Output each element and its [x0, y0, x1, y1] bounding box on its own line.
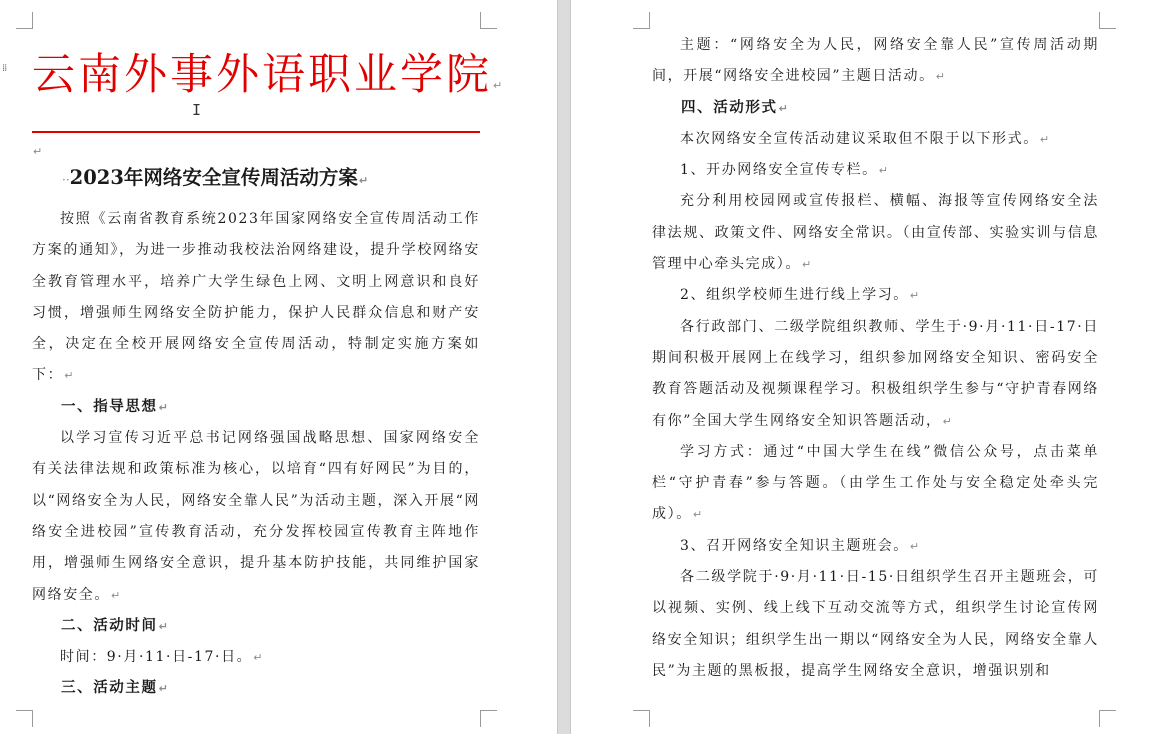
document-page-left[interactable]: [0, 0, 557, 734]
body-paragraph: [652, 280, 1099, 311]
left-page-body[interactable]: [32, 204, 480, 705]
paragraph-text: 三、活动主题: [61, 680, 158, 697]
paragraph-mark-icon: ↵: [878, 164, 890, 178]
section-heading: [32, 392, 480, 423]
crop-mark-bottom-right: [480, 710, 497, 727]
paragraph-text: 主题：“网络安全为人民，网络安全靠人民”宣传周活动期间，开展“网络安全进校园”主题日活动。: [652, 37, 1099, 85]
paragraph-text: 二、活动时间: [61, 617, 158, 634]
paragraph-mark-icon: ↵: [692, 508, 704, 522]
body-paragraph: [652, 186, 1099, 280]
red-header-rule: [32, 131, 480, 133]
paragraph-text: 各行政部门、二级学院组织教师、学生于·9·月·11·日-17·日期间积极开展网上在线学习，组织参加网络安全知识、密码安全教育答题活动及视频课程学习。积极组织学生参与“守护青春网络有你”全国大学生网络安全知识答题活动，: [652, 318, 1099, 429]
paragraph-mark-icon: ↵: [64, 369, 76, 383]
document-title: [62, 163, 368, 196]
paragraph-mark-icon: ↵: [909, 289, 921, 303]
body-paragraph: [652, 124, 1099, 155]
paragraph-text: 四、活动形式: [681, 99, 778, 116]
paragraph-text: 时间：9·月·11·日-17·日。: [60, 649, 253, 666]
empty-paragraph: [32, 140, 42, 159]
leading-space-marks: ··: [62, 173, 70, 187]
body-paragraph: [652, 30, 1099, 93]
paragraph-text: 充分利用校园网或宣传报栏、横幅、海报等宣传网络安全法律法规、政策文件、网络安全常识。（由宣传部、实验实训与信息管理中心牵头完成）。: [652, 193, 1099, 273]
crop-mark-top-left: [633, 12, 650, 29]
crop-mark-bottom-left: [633, 710, 650, 727]
paragraph-text: 学习方式：通过“中国大学生在线”微信公众号，点击菜单栏“守护青春”参与答题。（由学生工作处与安全稳定处牵头完成）。: [652, 443, 1099, 523]
body-paragraph: [652, 531, 1099, 562]
paragraph-mark-icon: ↵: [33, 145, 43, 158]
paragraph-mark-icon: ↵: [802, 258, 813, 272]
crop-mark-top-right: [480, 12, 497, 29]
page-gap: [557, 0, 571, 734]
paragraph-text: 3、召开网络安全知识主题班会。: [680, 537, 909, 554]
paragraph-mark-icon: ↵: [158, 682, 170, 696]
paragraph-mark-icon: ↵: [942, 414, 954, 428]
paragraph-text: 一、指导思想: [61, 398, 158, 415]
section-heading: [652, 93, 1099, 124]
paragraph-mark-icon: ↵: [778, 101, 790, 115]
crop-mark-top-left: [16, 12, 33, 29]
paragraph-text: 各二级学院于·9·月·11·日-15·日组织学生召开主题班会，可以视频、实例、线上线下互动交流等方式，组织学生讨论宣传网络安全知识；组织学生出一期以“网络安全为人民，网络安全靠人民”为主题的黑板报，提高学生网络安全意识，增强识别和: [652, 569, 1099, 679]
school-name-text: 云南外事外语职业学院: [32, 50, 492, 100]
section-heading: [32, 611, 480, 642]
paragraph-mark-icon: ↵: [158, 400, 170, 414]
paragraph-mark-icon: ↵: [493, 79, 506, 92]
section-heading: [32, 673, 480, 704]
paragraph-mark-icon: ↵: [358, 174, 369, 187]
paragraph-text: 本次网络安全宣传活动建议采取但不限于以下形式。: [680, 130, 1039, 147]
body-paragraph: [652, 312, 1099, 437]
paragraph-mark-icon: ↵: [909, 539, 921, 553]
body-paragraph: [32, 642, 480, 673]
right-page-body[interactable]: [652, 30, 1099, 687]
body-paragraph: [652, 562, 1099, 687]
body-paragraph: [32, 204, 480, 392]
body-paragraph: [652, 155, 1099, 186]
crop-mark-bottom-right: [1099, 710, 1116, 727]
paragraph-text: 2、组织学校师生进行线上学习。: [680, 287, 909, 304]
text-cursor-icon: I: [192, 101, 202, 119]
paragraph-mark-icon: ↵: [158, 619, 170, 633]
crop-mark-top-right: [1099, 12, 1116, 29]
document-page-right[interactable]: [571, 0, 1167, 734]
paragraph-drag-handle-icon[interactable]: ⁞⁞: [2, 63, 7, 74]
crop-mark-bottom-left: [16, 710, 33, 727]
paragraph-text: 以学习宣传习近平总书记网络强国战略思想、国家网络安全有关法律法规和政策标准为核心，以培育“四有好网民”为目的，以“网络安全为人民，网络安全靠人民”为活动主题，深入开展“网络安全进校园”宣传教育活动，充分发挥校园宣传教育主阵地作用，增强师生网络安全意识，提升基本防护技能，共同维护国家网络安全。: [32, 430, 480, 603]
body-paragraph: [32, 423, 480, 611]
paragraph-mark-icon: ↵: [935, 70, 947, 84]
body-paragraph: [652, 437, 1099, 531]
paragraph-text: 按照《云南省教育系统2023年国家网络安全宣传周活动工作方案的通知》，为进一步推动我校法治网络建设，提升学校网络安全教育管理水平，培养广大学生绿色上网、文明上网意识和良好习惯，增强师生网络安全防护能力，保护人民群众信息和财产安全，决定在全校开展网络安全宣传周活动，特制定实施方案如下：: [32, 211, 480, 384]
paragraph-mark-icon: ↵: [1039, 132, 1051, 146]
paragraph-text: 1、开办网络安全宣传专栏。: [680, 162, 878, 179]
school-name-header: [32, 48, 505, 113]
document-title-text: 2023年网络安全宣传周活动方案: [69, 166, 358, 189]
paragraph-mark-icon: ↵: [111, 588, 122, 602]
paragraph-mark-icon: ↵: [253, 651, 265, 665]
